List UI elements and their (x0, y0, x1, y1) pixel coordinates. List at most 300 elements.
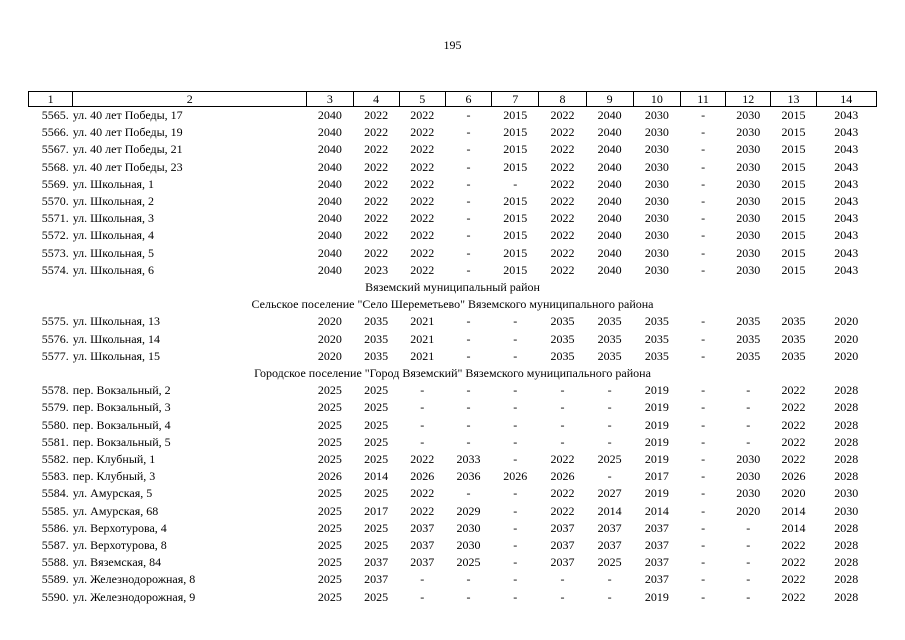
value-cell-col8: 2022 (550, 262, 575, 277)
value-cell-col8: 2035 (550, 331, 575, 346)
value-cell-col12: 2030 (736, 211, 761, 226)
table-row (29, 331, 877, 348)
value-cell-col7: 2015 (503, 245, 528, 260)
value-cell-col9: 2025 (597, 555, 622, 570)
value-cell-col13: 2015 (781, 228, 806, 243)
value-cell-col9: 2040 (597, 142, 622, 157)
row-number: 5583. (41, 469, 69, 484)
value-cell-col11: - (701, 434, 706, 449)
value-cell-col12: - (746, 417, 751, 432)
value-cell-col8: 2022 (550, 211, 575, 226)
value-cell-col8: 2022 (550, 503, 575, 518)
value-cell-col4: 2025 (364, 452, 389, 467)
value-cell-col8: - (560, 417, 565, 432)
value-cell-col14: 2043 (834, 142, 859, 157)
value-cell-col3: 2040 (317, 125, 342, 140)
value-cell-col8: 2022 (550, 176, 575, 191)
value-cell-col10: 2017 (644, 469, 669, 484)
value-cell-col5: 2022 (410, 142, 435, 157)
value-cell-col12: 2020 (736, 503, 761, 518)
value-cell-col12: 2030 (736, 486, 761, 501)
value-cell-col9: - (607, 400, 612, 415)
value-cell-col13: 2015 (781, 142, 806, 157)
value-cell-col4: 2025 (364, 417, 389, 432)
value-cell-col10: 2030 (644, 228, 669, 243)
value-cell-col5: 2022 (410, 125, 435, 140)
value-cell-col8: 2022 (550, 452, 575, 467)
value-cell-col9: 2040 (597, 245, 622, 260)
value-cell-col5: 2022 (410, 108, 435, 122)
header-row (29, 92, 877, 107)
value-cell-col10: 2035 (644, 348, 669, 363)
value-cell-col11: - (701, 228, 706, 243)
value-cell-col9: 2027 (597, 486, 622, 501)
value-cell-col13: 2022 (781, 555, 806, 570)
table-row (29, 571, 877, 588)
value-cell-col8: 2022 (550, 245, 575, 260)
row-number: 5578. (41, 383, 69, 398)
value-cell-col5: 2022 (410, 245, 435, 260)
value-cell-col13: 2022 (781, 417, 806, 432)
row-number: 5585. (41, 503, 69, 518)
value-cell-col8: - (560, 400, 565, 415)
value-cell-col7: 2026 (503, 469, 528, 484)
value-cell-col10: 2019 (644, 486, 669, 501)
value-cell-col4: 2023 (364, 262, 389, 277)
table-row (29, 520, 877, 537)
value-cell-col7: - (513, 555, 518, 570)
section-heading: Городское поселение "Город Вяземский" Вяземского муниципального района (254, 366, 651, 381)
value-cell-col12: 2030 (736, 245, 761, 260)
value-cell-col5: - (420, 400, 425, 415)
value-cell-col7: - (513, 176, 518, 191)
value-cell-col10: 2019 (644, 434, 669, 449)
table-header (29, 92, 877, 107)
value-cell-col4: 2022 (364, 142, 389, 157)
value-cell-col9: - (607, 589, 612, 604)
value-cell-col7: 2015 (503, 125, 528, 140)
value-cell-col11: - (701, 211, 706, 226)
address-cell: ул. Амурская, 5 (72, 486, 153, 501)
table-row (29, 141, 877, 158)
value-cell-col9: 2040 (597, 228, 622, 243)
value-cell-col4: 2035 (364, 348, 389, 363)
value-cell-col7: - (513, 452, 518, 467)
table-row (29, 227, 877, 244)
value-cell-col13: 2035 (781, 314, 806, 329)
value-cell-col3: 2025 (317, 452, 342, 467)
value-cell-col13: 2015 (781, 176, 806, 191)
value-cell-col14: 2028 (834, 469, 859, 484)
value-cell-col10: 2035 (644, 331, 669, 346)
value-cell-col5: 2021 (410, 348, 435, 363)
table-row (29, 417, 877, 434)
value-cell-col11: - (701, 331, 706, 346)
value-cell-col13: 2015 (781, 108, 806, 122)
value-cell-col6: - (466, 142, 471, 157)
value-cell-col3: 2020 (317, 348, 342, 363)
value-cell-col12: 2030 (736, 176, 761, 191)
value-cell-col11: - (701, 348, 706, 363)
header-cell-7: 7 (492, 92, 539, 107)
value-cell-col11: - (701, 125, 706, 140)
value-cell-col3: 2025 (317, 400, 342, 415)
value-cell-col3: 2040 (317, 108, 342, 122)
value-cell-col4: 2022 (364, 125, 389, 140)
value-cell-col3: 2025 (317, 555, 342, 570)
value-cell-col3: 2040 (317, 159, 342, 174)
value-cell-col10: 2035 (644, 314, 669, 329)
value-cell-col6: - (466, 176, 471, 191)
value-cell-col13: 2022 (781, 383, 806, 398)
value-cell-col11: - (701, 383, 706, 398)
value-cell-col14: 2028 (834, 520, 859, 535)
value-cell-col9: 2035 (597, 314, 622, 329)
value-cell-col14: 2028 (834, 538, 859, 553)
row-number: 5586. (41, 520, 69, 535)
value-cell-col10: 2019 (644, 452, 669, 467)
value-cell-col6: - (466, 228, 471, 243)
value-cell-col5: 2022 (410, 211, 435, 226)
value-cell-col3: 2025 (317, 572, 342, 587)
value-cell-col5: 2021 (410, 331, 435, 346)
value-cell-col9: 2037 (597, 520, 622, 535)
row-number: 5576. (41, 331, 69, 346)
value-cell-col6: - (466, 262, 471, 277)
value-cell-col8: 2037 (550, 538, 575, 553)
value-cell-col12: - (746, 572, 751, 587)
header-cell-8: 8 (539, 92, 586, 107)
section-heading: Вяземский муниципальный район (365, 280, 540, 295)
section-heading-row (29, 296, 877, 313)
value-cell-col6: 2030 (456, 520, 481, 535)
value-cell-col9: 2035 (597, 348, 622, 363)
value-cell-col14: 2020 (834, 348, 859, 363)
row-number: 5584. (41, 486, 69, 501)
row-number: 5589. (41, 572, 69, 587)
value-cell-col13: 2022 (781, 434, 806, 449)
value-cell-col8: - (560, 434, 565, 449)
value-cell-col4: 2022 (364, 176, 389, 191)
value-cell-col11: - (701, 194, 706, 209)
table-row (29, 159, 877, 176)
value-cell-col3: 2040 (317, 194, 342, 209)
value-cell-col10: 2030 (644, 245, 669, 260)
value-cell-col13: 2015 (781, 159, 806, 174)
value-cell-col5: 2021 (410, 314, 435, 329)
value-cell-col10: 2030 (644, 142, 669, 157)
value-cell-col13: 2014 (781, 503, 806, 518)
value-cell-col6: 2033 (456, 452, 481, 467)
value-cell-col14: 2043 (834, 194, 859, 209)
value-cell-col9: - (607, 572, 612, 587)
value-cell-col12: 2035 (736, 314, 761, 329)
value-cell-col4: 2022 (364, 228, 389, 243)
value-cell-col13: 2015 (781, 245, 806, 260)
value-cell-col4: 2022 (364, 159, 389, 174)
header-cell-3: 3 (307, 92, 353, 107)
header-cell-12: 12 (726, 92, 771, 107)
value-cell-col9: 2040 (597, 108, 622, 122)
value-cell-col10: 2014 (644, 503, 669, 518)
value-cell-col12: 2030 (736, 262, 761, 277)
value-cell-col11: - (701, 589, 706, 604)
value-cell-col4: 2022 (364, 194, 389, 209)
value-cell-col14: 2028 (834, 383, 859, 398)
row-number: 5579. (41, 400, 69, 415)
value-cell-col14: 2043 (834, 159, 859, 174)
address-cell: ул. 40 лет Победы, 17 (72, 108, 183, 122)
value-cell-col13: 2022 (781, 572, 806, 587)
value-cell-col4: 2025 (364, 589, 389, 604)
address-cell: ул. Железнодорожная, 9 (72, 589, 196, 604)
value-cell-col11: - (701, 503, 706, 518)
value-cell-col3: 2025 (317, 520, 342, 535)
value-cell-col6: - (466, 211, 471, 226)
row-number: 5572. (41, 228, 69, 243)
value-cell-col4: 2014 (364, 469, 389, 484)
table-row (29, 124, 877, 141)
row-number: 5581. (41, 434, 69, 449)
value-cell-col7: - (513, 538, 518, 553)
value-cell-col13: 2022 (781, 589, 806, 604)
row-number: 5575. (41, 314, 69, 329)
value-cell-col10: 2019 (644, 383, 669, 398)
value-cell-col7: - (513, 348, 518, 363)
value-cell-col13: 2035 (781, 348, 806, 363)
value-cell-col12: 2030 (736, 108, 761, 122)
row-number: 5566. (41, 125, 69, 140)
value-cell-col14: 2028 (834, 555, 859, 570)
address-cell: ул. Школьная, 15 (72, 348, 161, 363)
value-cell-col3: 2025 (317, 503, 342, 518)
value-cell-col7: 2015 (503, 228, 528, 243)
value-cell-col11: - (701, 452, 706, 467)
table-row (29, 176, 877, 193)
row-number: 5582. (41, 452, 69, 467)
address-cell: ул. Верхотурова, 8 (72, 538, 167, 553)
value-cell-col10: 2030 (644, 108, 669, 122)
section-heading: Сельское поселение "Село Шереметьево" Вяземского муниципального района (251, 297, 654, 312)
value-cell-col13: 2022 (781, 538, 806, 553)
value-cell-col8: 2022 (550, 228, 575, 243)
value-cell-col11: - (701, 538, 706, 553)
value-cell-col8: 2026 (550, 469, 575, 484)
value-cell-col7: 2015 (503, 211, 528, 226)
table-row (29, 468, 877, 485)
value-cell-col12: - (746, 400, 751, 415)
row-number: 5590. (41, 589, 69, 604)
value-cell-col10: 2019 (644, 417, 669, 432)
value-cell-col11: - (701, 176, 706, 191)
page-number: 195 (443, 38, 462, 52)
value-cell-col7: 2015 (503, 142, 528, 157)
address-cell: ул. Амурская, 68 (72, 503, 159, 518)
value-cell-col14: 2020 (834, 314, 859, 329)
value-cell-col4: 2037 (364, 572, 389, 587)
address-cell: пер. Вокзальный, 4 (72, 417, 171, 432)
value-cell-col5: 2022 (410, 194, 435, 209)
value-cell-col12: - (746, 383, 751, 398)
value-cell-col13: 2020 (781, 486, 806, 501)
value-cell-col3: 2025 (317, 417, 342, 432)
value-cell-col4: 2037 (364, 555, 389, 570)
address-cell: ул. Школьная, 3 (72, 211, 155, 226)
value-cell-col9: 2035 (597, 331, 622, 346)
table-body (29, 107, 877, 606)
value-cell-col8: - (560, 383, 565, 398)
header-cell-11: 11 (680, 92, 725, 107)
value-cell-col10: 2037 (644, 520, 669, 535)
value-cell-col8: 2035 (550, 348, 575, 363)
value-cell-col10: 2037 (644, 572, 669, 587)
value-cell-col5: 2022 (410, 159, 435, 174)
table-row (29, 348, 877, 365)
address-cell: ул. Школьная, 5 (72, 245, 155, 260)
table-row (29, 210, 877, 227)
value-cell-col11: - (701, 400, 706, 415)
value-cell-col14: 2043 (834, 245, 859, 260)
value-cell-col13: 2035 (781, 331, 806, 346)
value-cell-col6: - (466, 159, 471, 174)
value-cell-col4: 2025 (364, 486, 389, 501)
value-cell-col12: 2030 (736, 228, 761, 243)
value-cell-col8: - (560, 572, 565, 587)
value-cell-col9: 2025 (597, 452, 622, 467)
address-cell: пер. Вокзальный, 2 (72, 383, 171, 398)
value-cell-col7: 2015 (503, 108, 528, 122)
value-cell-col4: 2025 (364, 538, 389, 553)
value-cell-col5: 2026 (410, 469, 435, 484)
value-cell-col14: 2043 (834, 108, 859, 122)
value-cell-col11: - (701, 159, 706, 174)
value-cell-col8: 2022 (550, 486, 575, 501)
value-cell-col7: - (513, 520, 518, 535)
value-cell-col10: 2019 (644, 589, 669, 604)
value-cell-col10: 2030 (644, 125, 669, 140)
value-cell-col11: - (701, 108, 706, 122)
value-cell-col14: 2030 (834, 503, 859, 518)
value-cell-col8: 2037 (550, 520, 575, 535)
value-cell-col12: 2035 (736, 348, 761, 363)
value-cell-col10: 2030 (644, 194, 669, 209)
row-number: 5573. (41, 245, 69, 260)
value-cell-col7: - (513, 417, 518, 432)
value-cell-col8: 2022 (550, 108, 575, 122)
table-row (29, 382, 877, 399)
value-cell-col13: 2026 (781, 469, 806, 484)
value-cell-col9: 2037 (597, 538, 622, 553)
value-cell-col6: - (466, 417, 471, 432)
value-cell-col5: 2022 (410, 176, 435, 191)
value-cell-col12: 2030 (736, 142, 761, 157)
header-cell-13: 13 (771, 92, 816, 107)
row-number: 5565. (41, 108, 69, 122)
value-cell-col4: 2035 (364, 314, 389, 329)
value-cell-col14: 2043 (834, 211, 859, 226)
value-cell-col12: 2030 (736, 452, 761, 467)
header-cell-14: 14 (816, 92, 876, 107)
value-cell-col12: - (746, 538, 751, 553)
row-number: 5574. (41, 262, 69, 277)
value-cell-col13: 2015 (781, 262, 806, 277)
value-cell-col7: - (513, 434, 518, 449)
value-cell-col9: 2040 (597, 176, 622, 191)
value-cell-col4: 2025 (364, 520, 389, 535)
value-cell-col7: - (513, 572, 518, 587)
value-cell-col6: - (466, 434, 471, 449)
value-cell-col12: 2030 (736, 159, 761, 174)
value-cell-col3: 2025 (317, 589, 342, 604)
value-cell-col6: - (466, 589, 471, 604)
value-cell-col8: 2037 (550, 555, 575, 570)
value-cell-col6: - (466, 125, 471, 140)
value-cell-col11: - (701, 417, 706, 432)
address-cell: пер. Вокзальный, 3 (72, 400, 171, 415)
value-cell-col4: 2035 (364, 331, 389, 346)
value-cell-col9: 2040 (597, 211, 622, 226)
value-cell-col6: 2029 (456, 503, 481, 518)
address-cell: ул. Железнодорожная, 8 (72, 572, 196, 587)
value-cell-col5: - (420, 589, 425, 604)
value-cell-col5: 2022 (410, 486, 435, 501)
address-cell: пер. Клубный, 1 (72, 452, 156, 467)
value-cell-col5: 2022 (410, 452, 435, 467)
value-cell-col11: - (701, 572, 706, 587)
value-cell-col12: 2030 (736, 125, 761, 140)
value-cell-col13: 2015 (781, 194, 806, 209)
value-cell-col7: - (513, 383, 518, 398)
value-cell-col6: 2030 (456, 538, 481, 553)
value-cell-col6: - (466, 314, 471, 329)
value-cell-col7: - (513, 589, 518, 604)
value-cell-col3: 2025 (317, 486, 342, 501)
value-cell-col9: - (607, 469, 612, 484)
row-number: 5570. (41, 194, 69, 209)
value-cell-col14: 2028 (834, 417, 859, 432)
value-cell-col6: 2036 (456, 469, 481, 484)
value-cell-col5: 2037 (410, 538, 435, 553)
table-row (29, 589, 877, 606)
value-cell-col12: - (746, 589, 751, 604)
table-row (29, 399, 877, 416)
value-cell-col9: 2040 (597, 262, 622, 277)
value-cell-col11: - (701, 469, 706, 484)
value-cell-col10: 2037 (644, 538, 669, 553)
value-cell-col14: 2028 (834, 589, 859, 604)
value-cell-col14: 2043 (834, 176, 859, 191)
value-cell-col5: - (420, 572, 425, 587)
section-heading-row (29, 365, 877, 382)
value-cell-col3: 2025 (317, 538, 342, 553)
table-row (29, 451, 877, 468)
value-cell-col14: 2028 (834, 434, 859, 449)
header-cell-2: 2 (73, 92, 307, 107)
value-cell-col3: 2040 (317, 211, 342, 226)
row-number: 5567. (41, 142, 69, 157)
address-cell: ул. Верхотурова, 4 (72, 520, 167, 535)
value-cell-col10: 2030 (644, 211, 669, 226)
value-cell-col9: 2040 (597, 159, 622, 174)
table-row (29, 434, 877, 451)
value-cell-col13: 2015 (781, 125, 806, 140)
value-cell-col6: - (466, 331, 471, 346)
value-cell-col7: - (513, 486, 518, 501)
value-cell-col10: 2019 (644, 400, 669, 415)
header-cell-5: 5 (399, 92, 445, 107)
value-cell-col3: 2020 (317, 331, 342, 346)
row-number: 5569. (41, 176, 69, 191)
